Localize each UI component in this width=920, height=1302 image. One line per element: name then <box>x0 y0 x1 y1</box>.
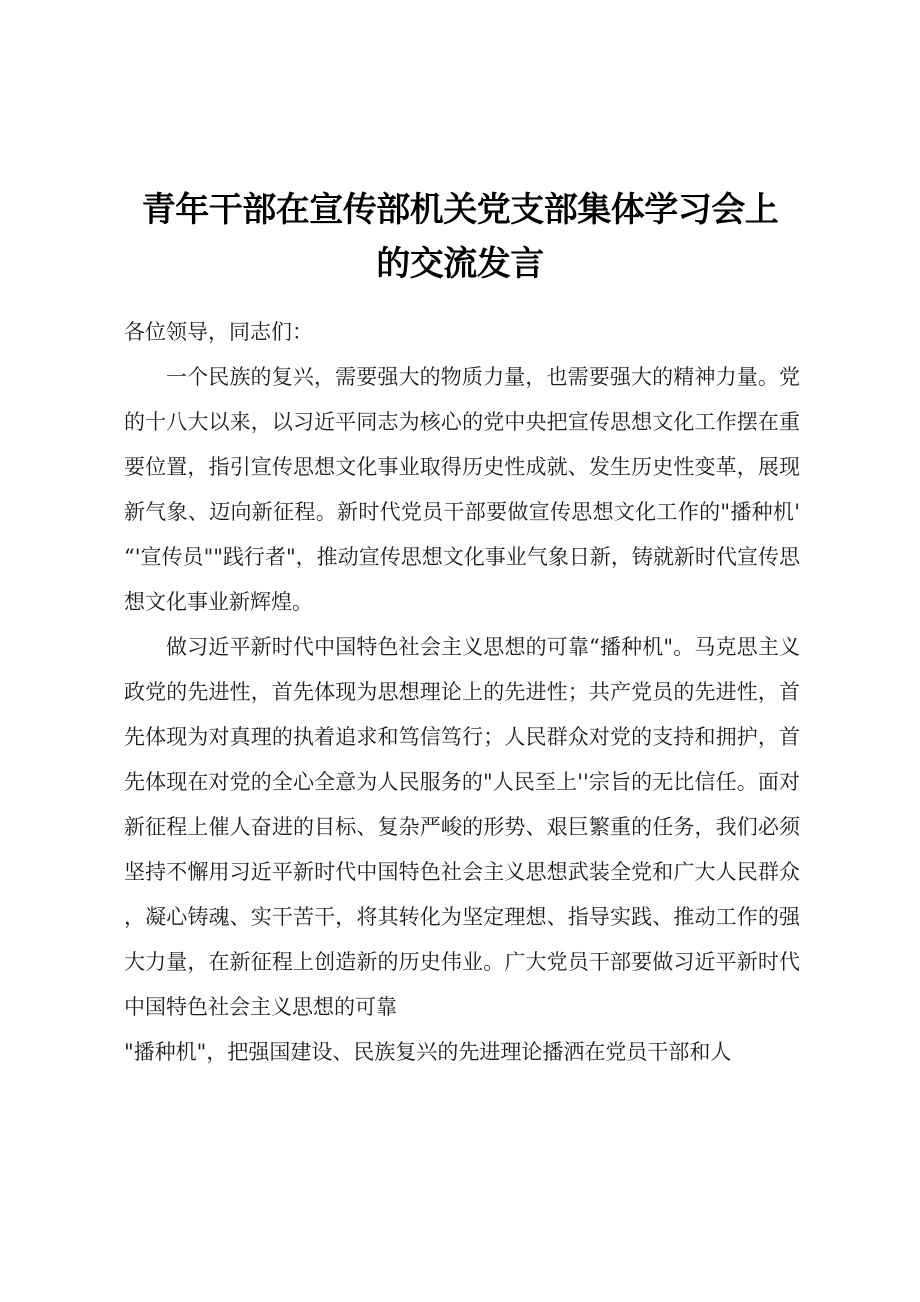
document-body <box>124 310 800 1075</box>
title-line-1: 青年干部在宣传部机关党支部集体学习会上 <box>141 189 779 230</box>
paragraph-continuation: "播种机"，把强国建设、民族复兴的先进理论播洒在党员干部和人 <box>124 1040 732 1064</box>
title-line-2: 的交流发言 <box>376 243 544 284</box>
document-title <box>110 183 810 291</box>
salutation: 各位领导，同志们： <box>124 320 313 344</box>
paragraph-sowing-machine: 做习近平新时代中国特色社会主义思想的可靠“播种机"。马克思主义政党的先进性，首先体现为思想理论上的先进性；共产党员的先进性，首先体现为对真理的执着追求和笃信笃行；人民群众对党的支持和拥护，首先体现在对党的全心全意为人民服务的"人民至上''宗旨的无比信任。面对新征程上催人奋进的目标、复杂严峻的形势、艰巨繁重的任务，我们必须坚持不懈用习近平新时代中国特色社会主义思想武装全党和广大人民群众，凝心铸魂、实干苦干，将其转化为坚定理想、指导实践、推动工作的强大力量，在新征程上创造新的历史伟业。广大党员干部要做习近平新时代中国特色社会主义思想的可靠 <box>124 635 800 1019</box>
paragraph-intro: 一个民族的复兴，需要强大的物质力量，也需要强大的精神力量。党的十八大以来，以习近平同志为核心的党中央把宣传思想文化工作摆在重要位置，指引宣传思想文化事业取得历史性成就、发生历史性变革，展现新气象、迈向新征程。新时代党员干部要做宣传思想文化工作的"播种机'“'宣传员""践行者"，推动宣传思想文化事业气象日新，铸就新时代宣传思想文化事业新辉煌。 <box>124 365 800 614</box>
